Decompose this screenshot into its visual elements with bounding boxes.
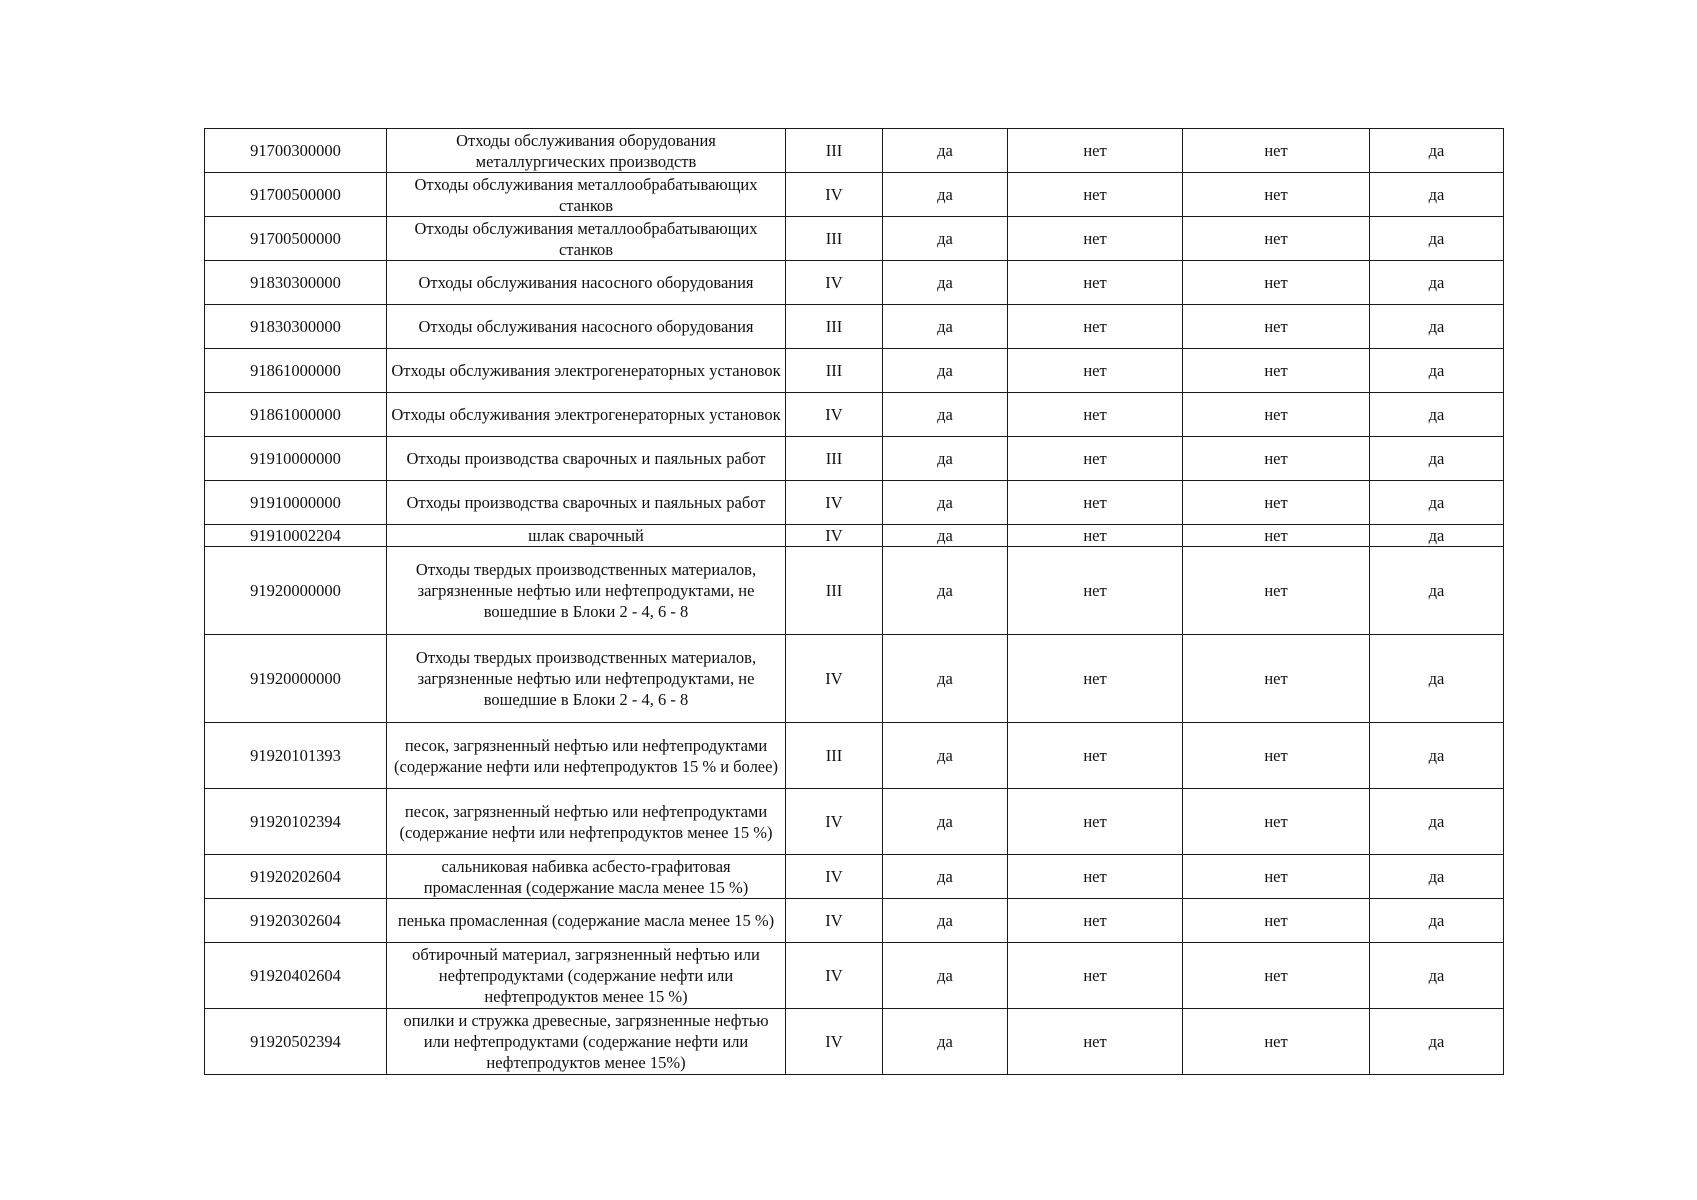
table-row <box>205 393 1504 437</box>
table-row <box>205 1009 1504 1075</box>
waste-name-cell: Отходы производства сварочных и паяльных работ <box>387 481 786 525</box>
flag-3-cell: нет <box>1183 261 1370 305</box>
waste-name-cell: пенька промасленная (содержание масла менее 15 %) <box>387 899 786 943</box>
waste-name-cell: обтирочный материал, загрязненный нефтью или нефтепродуктами (содержание нефти или нефтепродуктов менее 15 %) <box>387 943 786 1009</box>
table-row <box>205 899 1504 943</box>
table-row <box>205 129 1504 173</box>
waste-name-cell: Отходы производства сварочных и паяльных работ <box>387 437 786 481</box>
flag-4-cell: да <box>1370 349 1504 393</box>
hazard-class-cell: IV <box>786 261 883 305</box>
waste-name-cell: Отходы обслуживания насосного оборудования <box>387 305 786 349</box>
flag-3-cell: нет <box>1183 481 1370 525</box>
flag-4-cell: да <box>1370 481 1504 525</box>
waste-code-cell: 91861000000 <box>205 349 387 393</box>
waste-code-cell: 91920502394 <box>205 1009 387 1075</box>
waste-classification-table <box>204 128 1504 1075</box>
flag-2-cell: нет <box>1008 261 1183 305</box>
flag-1-cell: да <box>883 305 1008 349</box>
table-row <box>205 943 1504 1009</box>
hazard-class-cell: IV <box>786 173 883 217</box>
hazard-class-cell: III <box>786 349 883 393</box>
flag-1-cell: да <box>883 855 1008 899</box>
flag-4-cell: да <box>1370 173 1504 217</box>
waste-name-cell: шлак сварочный <box>387 525 786 547</box>
table-row <box>205 217 1504 261</box>
flag-1-cell: да <box>883 943 1008 1009</box>
flag-2-cell: нет <box>1008 899 1183 943</box>
flag-4-cell: да <box>1370 437 1504 481</box>
waste-code-cell: 91920202604 <box>205 855 387 899</box>
flag-4-cell: да <box>1370 305 1504 349</box>
table-row <box>205 789 1504 855</box>
waste-code-cell: 91920302604 <box>205 899 387 943</box>
hazard-class-cell: III <box>786 437 883 481</box>
hazard-class-cell: IV <box>786 481 883 525</box>
flag-1-cell: да <box>883 129 1008 173</box>
waste-name-cell: песок, загрязненный нефтью или нефтепродуктами (содержание нефти или нефтепродуктов менее 15 %) <box>387 789 786 855</box>
flag-3-cell: нет <box>1183 789 1370 855</box>
waste-code-cell: 91830300000 <box>205 261 387 305</box>
flag-1-cell: да <box>883 547 1008 635</box>
flag-1-cell: да <box>883 393 1008 437</box>
waste-code-cell: 91700300000 <box>205 129 387 173</box>
flag-3-cell: нет <box>1183 943 1370 1009</box>
table-row <box>205 437 1504 481</box>
flag-3-cell: нет <box>1183 547 1370 635</box>
flag-4-cell: да <box>1370 393 1504 437</box>
flag-3-cell: нет <box>1183 525 1370 547</box>
table-row <box>205 261 1504 305</box>
table-row <box>205 525 1504 547</box>
hazard-class-cell: IV <box>786 393 883 437</box>
waste-code-cell: 91920102394 <box>205 789 387 855</box>
waste-name-cell: Отходы обслуживания металлообрабатывающих станков <box>387 173 786 217</box>
hazard-class-cell: IV <box>786 943 883 1009</box>
hazard-class-cell: IV <box>786 855 883 899</box>
flag-2-cell: нет <box>1008 943 1183 1009</box>
table-row <box>205 547 1504 635</box>
flag-3-cell: нет <box>1183 217 1370 261</box>
flag-1-cell: да <box>883 899 1008 943</box>
flag-1-cell: да <box>883 437 1008 481</box>
flag-2-cell: нет <box>1008 481 1183 525</box>
waste-name-cell: сальниковая набивка асбесто-графитовая промасленная (содержание масла менее 15 %) <box>387 855 786 899</box>
flag-3-cell: нет <box>1183 635 1370 723</box>
flag-3-cell: нет <box>1183 437 1370 481</box>
flag-1-cell: да <box>883 525 1008 547</box>
flag-4-cell: да <box>1370 855 1504 899</box>
flag-2-cell: нет <box>1008 393 1183 437</box>
waste-code-cell: 91910000000 <box>205 481 387 525</box>
waste-code-cell: 91920000000 <box>205 547 387 635</box>
waste-name-cell: Отходы обслуживания насосного оборудования <box>387 261 786 305</box>
flag-1-cell: да <box>883 349 1008 393</box>
flag-1-cell: да <box>883 723 1008 789</box>
flag-2-cell: нет <box>1008 723 1183 789</box>
flag-3-cell: нет <box>1183 393 1370 437</box>
hazard-class-cell: IV <box>786 789 883 855</box>
waste-code-cell: 91910002204 <box>205 525 387 547</box>
hazard-class-cell: IV <box>786 899 883 943</box>
flag-2-cell: нет <box>1008 437 1183 481</box>
waste-code-cell: 91861000000 <box>205 393 387 437</box>
flag-2-cell: нет <box>1008 173 1183 217</box>
hazard-class-cell: IV <box>786 1009 883 1075</box>
flag-4-cell: да <box>1370 525 1504 547</box>
waste-name-cell: Отходы твердых производственных материалов, загрязненные нефтью или нефтепродуктами, не вошедшие в Блоки 2 - 4, 6 - 8 <box>387 635 786 723</box>
flag-1-cell: да <box>883 481 1008 525</box>
flag-4-cell: да <box>1370 723 1504 789</box>
flag-3-cell: нет <box>1183 349 1370 393</box>
flag-2-cell: нет <box>1008 217 1183 261</box>
flag-2-cell: нет <box>1008 1009 1183 1075</box>
hazard-class-cell: III <box>786 723 883 789</box>
flag-2-cell: нет <box>1008 855 1183 899</box>
flag-3-cell: нет <box>1183 855 1370 899</box>
table-row <box>205 173 1504 217</box>
table-row <box>205 349 1504 393</box>
table-row <box>205 305 1504 349</box>
flag-4-cell: да <box>1370 899 1504 943</box>
waste-name-cell: песок, загрязненный нефтью или нефтепродуктами (содержание нефти или нефтепродуктов 15 % и более) <box>387 723 786 789</box>
waste-code-cell: 91920402604 <box>205 943 387 1009</box>
waste-code-cell: 91830300000 <box>205 305 387 349</box>
flag-3-cell: нет <box>1183 129 1370 173</box>
waste-code-cell: 91700500000 <box>205 217 387 261</box>
table-row <box>205 855 1504 899</box>
waste-name-cell: Отходы обслуживания оборудования металлургических производств <box>387 129 786 173</box>
flag-3-cell: нет <box>1183 305 1370 349</box>
hazard-class-cell: IV <box>786 635 883 723</box>
flag-4-cell: да <box>1370 943 1504 1009</box>
waste-name-cell: опилки и стружка древесные, загрязненные нефтью или нефтепродуктами (содержание нефти или нефтепродуктов менее 15%) <box>387 1009 786 1075</box>
hazard-class-cell: III <box>786 217 883 261</box>
flag-4-cell: да <box>1370 217 1504 261</box>
flag-1-cell: да <box>883 789 1008 855</box>
flag-4-cell: да <box>1370 129 1504 173</box>
waste-code-cell: 91920000000 <box>205 635 387 723</box>
flag-4-cell: да <box>1370 261 1504 305</box>
waste-name-cell: Отходы обслуживания металлообрабатывающих станков <box>387 217 786 261</box>
flag-1-cell: да <box>883 1009 1008 1075</box>
flag-2-cell: нет <box>1008 789 1183 855</box>
table-row <box>205 635 1504 723</box>
table-row <box>205 723 1504 789</box>
waste-code-cell: 91910000000 <box>205 437 387 481</box>
waste-name-cell: Отходы твердых производственных материалов, загрязненные нефтью или нефтепродуктами, не вошедшие в Блоки 2 - 4, 6 - 8 <box>387 547 786 635</box>
hazard-class-cell: III <box>786 547 883 635</box>
waste-name-cell: Отходы обслуживания электрогенераторных установок <box>387 349 786 393</box>
flag-2-cell: нет <box>1008 635 1183 723</box>
flag-4-cell: да <box>1370 1009 1504 1075</box>
table-row <box>205 481 1504 525</box>
flag-4-cell: да <box>1370 547 1504 635</box>
flag-2-cell: нет <box>1008 349 1183 393</box>
flag-1-cell: да <box>883 173 1008 217</box>
flag-1-cell: да <box>883 217 1008 261</box>
flag-3-cell: нет <box>1183 173 1370 217</box>
flag-3-cell: нет <box>1183 723 1370 789</box>
waste-code-cell: 91700500000 <box>205 173 387 217</box>
hazard-class-cell: III <box>786 305 883 349</box>
flag-2-cell: нет <box>1008 547 1183 635</box>
flag-1-cell: да <box>883 261 1008 305</box>
flag-4-cell: да <box>1370 789 1504 855</box>
waste-code-cell: 91920101393 <box>205 723 387 789</box>
flag-1-cell: да <box>883 635 1008 723</box>
flag-2-cell: нет <box>1008 129 1183 173</box>
flag-3-cell: нет <box>1183 899 1370 943</box>
hazard-class-cell: III <box>786 129 883 173</box>
hazard-class-cell: IV <box>786 525 883 547</box>
waste-name-cell: Отходы обслуживания электрогенераторных установок <box>387 393 786 437</box>
flag-2-cell: нет <box>1008 525 1183 547</box>
flag-3-cell: нет <box>1183 1009 1370 1075</box>
flag-4-cell: да <box>1370 635 1504 723</box>
flag-2-cell: нет <box>1008 305 1183 349</box>
